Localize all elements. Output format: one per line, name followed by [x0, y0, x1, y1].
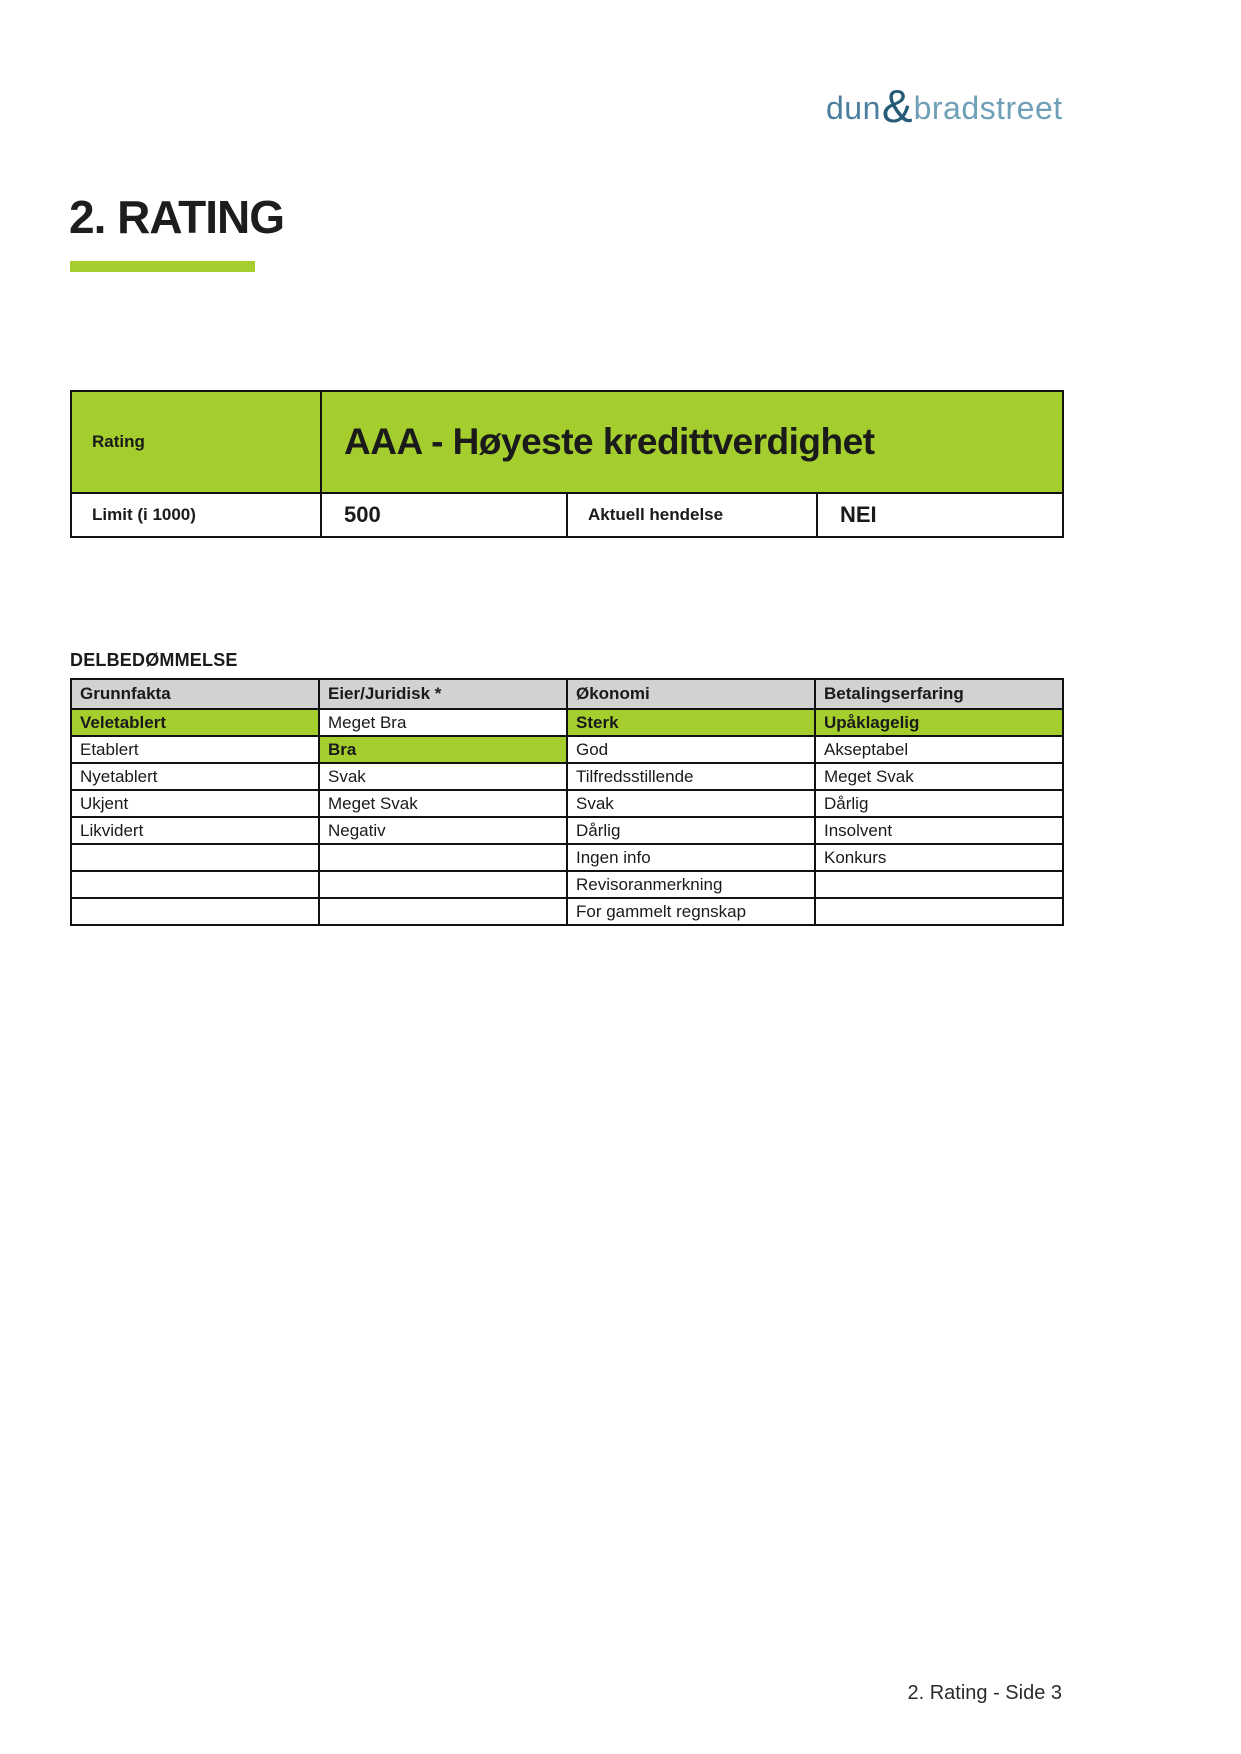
event-value: NEI — [817, 493, 1063, 537]
table-cell: Svak — [567, 790, 815, 817]
table-cell: Ingen info — [567, 844, 815, 871]
table-cell: Negativ — [319, 817, 567, 844]
table-cell: Dårlig — [567, 817, 815, 844]
col-header-betalingserfaring: Betalingserfaring — [815, 679, 1063, 709]
table-cell: For gammelt regnskap — [567, 898, 815, 925]
table-row — [71, 736, 1063, 763]
dun-bradstreet-logo — [826, 76, 1066, 130]
table-cell: Svak — [319, 763, 567, 790]
table-cell: Etablert — [71, 736, 319, 763]
table-cell: Akseptabel — [815, 736, 1063, 763]
table-cell: Meget Bra — [319, 709, 567, 736]
delb-header-row — [71, 679, 1063, 709]
table-cell: Dårlig — [815, 790, 1063, 817]
event-label: Aktuell hendelse — [567, 493, 817, 537]
rating-row — [71, 391, 1063, 493]
page-title: 2. RATING — [69, 191, 285, 243]
table-cell — [319, 871, 567, 898]
table-cell: Konkurs — [815, 844, 1063, 871]
limit-label: Limit (i 1000) — [71, 493, 321, 537]
delbedommelse-heading: DELBEDØMMELSE — [70, 650, 238, 670]
table-row — [71, 844, 1063, 871]
table-cell: Ukjent — [71, 790, 319, 817]
table-cell — [71, 844, 319, 871]
table-row — [71, 817, 1063, 844]
table-cell — [71, 871, 319, 898]
title-underline-bar — [70, 261, 255, 272]
table-cell: Likvidert — [71, 817, 319, 844]
table-row — [71, 763, 1063, 790]
logo-ampersand-icon: & — [881, 80, 913, 132]
logo-word-bradstreet: bradstreet — [913, 90, 1063, 126]
table-cell: Upåklagelig — [815, 709, 1063, 736]
table-cell: Tilfredsstillende — [567, 763, 815, 790]
table-cell: Veletablert — [71, 709, 319, 736]
table-cell: Meget Svak — [815, 763, 1063, 790]
rating-value: AAA - Høyeste kredittverdighet — [321, 391, 1063, 493]
table-row — [71, 790, 1063, 817]
table-cell: Bra — [319, 736, 567, 763]
table-cell: Nyetablert — [71, 763, 319, 790]
rating-table — [70, 390, 1064, 538]
table-cell: Insolvent — [815, 817, 1063, 844]
table-cell: Revisoranmerkning — [567, 871, 815, 898]
table-cell: Meget Svak — [319, 790, 567, 817]
table-cell: Sterk — [567, 709, 815, 736]
rating-label: Rating — [71, 391, 321, 493]
table-cell — [815, 898, 1063, 925]
table-cell — [815, 871, 1063, 898]
table-cell: God — [567, 736, 815, 763]
table-cell — [319, 844, 567, 871]
table-row — [71, 709, 1063, 736]
col-header-okonomi: Økonomi — [567, 679, 815, 709]
delbedommelse-table — [70, 678, 1064, 926]
table-cell — [71, 898, 319, 925]
col-header-eier-juridisk: Eier/Juridisk * — [319, 679, 567, 709]
limit-value: 500 — [321, 493, 567, 537]
page-footer: 2. Rating - Side 3 — [907, 1682, 1062, 1704]
table-cell — [319, 898, 567, 925]
limit-row — [71, 493, 1063, 537]
logo-word-dun: dun — [826, 90, 881, 126]
table-row — [71, 871, 1063, 898]
col-header-grunnfakta: Grunnfakta — [71, 679, 319, 709]
table-row — [71, 898, 1063, 925]
